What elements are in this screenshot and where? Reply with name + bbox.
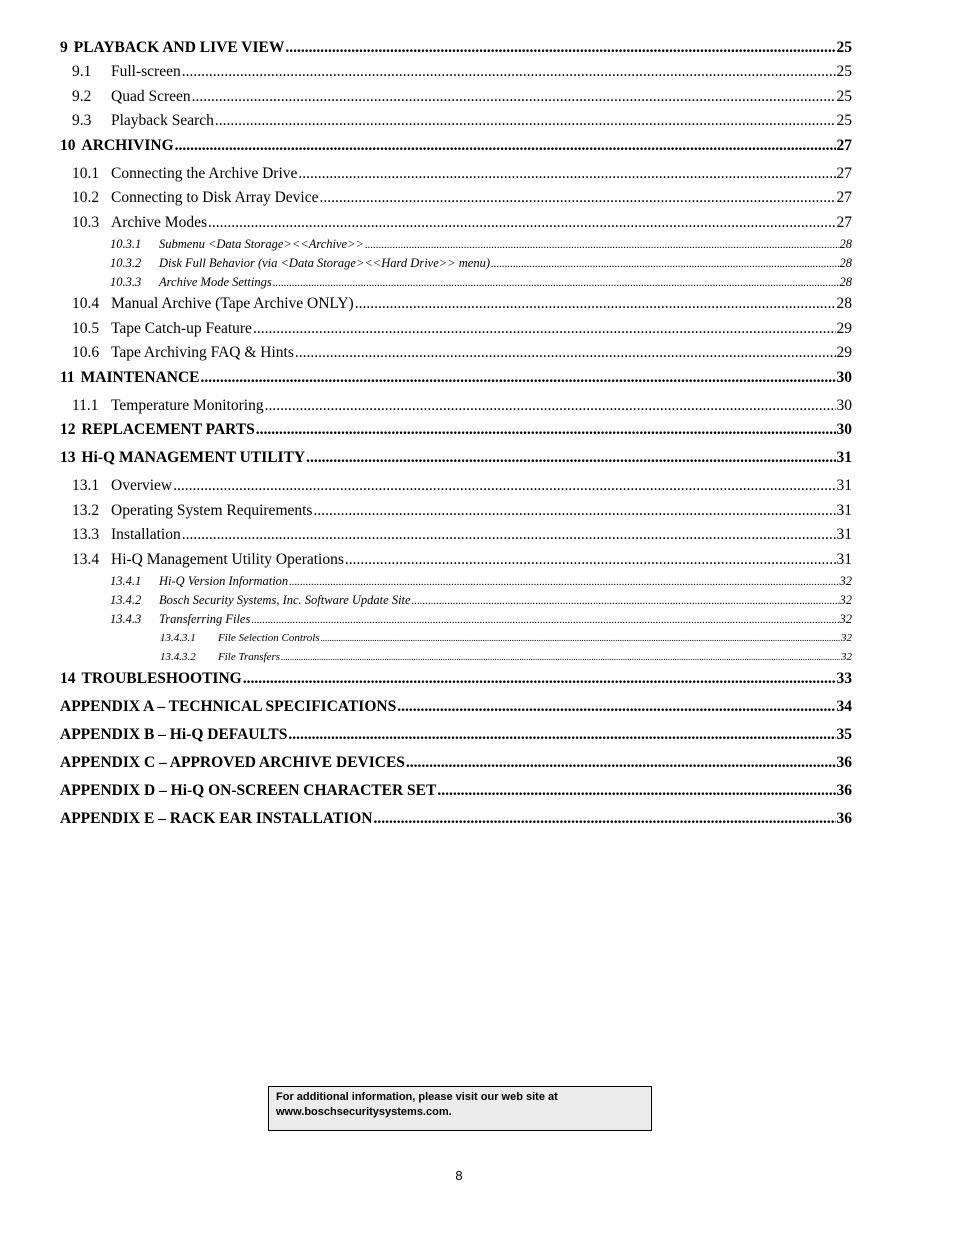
toc-leader-dots bbox=[412, 593, 839, 610]
toc-entry-page: 30 bbox=[836, 421, 852, 438]
toc-entry[interactable] bbox=[60, 318, 852, 343]
toc-leader-dots bbox=[321, 630, 840, 646]
toc-entry-number: 13.4.2 bbox=[110, 593, 142, 607]
toc-entry-title: Hi-Q MANAGEMENT UTILITY bbox=[81, 449, 306, 466]
toc-leader-dots bbox=[355, 293, 836, 315]
toc-entry-page: 29 bbox=[836, 344, 852, 361]
toc-entry[interactable] bbox=[60, 668, 852, 696]
toc-leader-dots bbox=[192, 86, 836, 108]
toc-entry-title: Submenu <Data Storage><<Archive>> bbox=[159, 237, 364, 251]
toc-entry-page: 31 bbox=[836, 501, 852, 519]
toc-entry-title: APPENDIX E – RACK EAR INSTALLATION bbox=[60, 810, 373, 827]
toc-entry-number: 10.5 bbox=[72, 319, 100, 337]
toc-entry[interactable] bbox=[60, 549, 852, 574]
toc-entry-title: Hi-Q Management Utility Operations bbox=[111, 550, 344, 568]
toc-entry[interactable] bbox=[60, 61, 852, 86]
toc-leader-dots bbox=[175, 135, 836, 157]
toc-entry-title: Playback Search bbox=[111, 112, 214, 129]
toc-entry-title: Quad Screen bbox=[111, 87, 191, 105]
toc-entry[interactable] bbox=[60, 808, 852, 836]
toc-entry-page: 32 bbox=[841, 651, 852, 663]
toc-leader-dots bbox=[273, 275, 839, 292]
toc-entry-title: Disk Full Behavior (via <Data Storage><<Hard Drive>> menu) bbox=[159, 256, 490, 270]
toc-entry-number: 13.4.3.1 bbox=[160, 632, 196, 644]
toc-leader-dots bbox=[173, 475, 835, 497]
toc-entry-title: Archive Mode Settings bbox=[159, 275, 272, 289]
toc-leader-dots bbox=[251, 612, 838, 629]
toc-entry-page: 31 bbox=[836, 477, 852, 494]
toc-leader-dots bbox=[243, 668, 836, 690]
toc-leader-dots bbox=[265, 395, 836, 417]
toc-entry-title: REPLACEMENT PARTS bbox=[81, 421, 255, 438]
toc-leader-dots bbox=[295, 342, 836, 364]
toc-entry[interactable] bbox=[60, 367, 852, 395]
toc-entry-number: 13.3 bbox=[72, 526, 100, 543]
toc-leader-dots bbox=[288, 724, 835, 746]
toc-entry-title: APPENDIX B – Hi-Q DEFAULTS bbox=[60, 726, 288, 743]
toc-entry[interactable] bbox=[60, 630, 852, 649]
toc-leader-dots bbox=[285, 37, 835, 59]
toc-entry-number: 10.3.2 bbox=[110, 256, 142, 270]
toc-entry-number: 11.1 bbox=[72, 396, 99, 414]
toc-entry-page: 36 bbox=[836, 782, 852, 799]
info-line-1: For additional information, please visit our web site at bbox=[276, 1091, 558, 1103]
toc-entry[interactable] bbox=[60, 696, 852, 724]
toc-entry[interactable] bbox=[60, 500, 852, 525]
toc-entry-number: 10.3 bbox=[72, 213, 100, 231]
toc-entry-title: APPENDIX C – APPROVED ARCHIVE DEVICES bbox=[60, 754, 405, 771]
toc-entry-number: 10.4 bbox=[72, 295, 100, 312]
toc-entry-title: Manual Archive (Tape Archive ONLY) bbox=[111, 295, 354, 312]
toc-entry-number: 13.4.3.2 bbox=[160, 651, 196, 663]
toc-entry[interactable] bbox=[60, 419, 852, 447]
toc-entry[interactable] bbox=[60, 752, 852, 780]
toc-entry-title: Transferring Files bbox=[159, 612, 251, 626]
toc-entry[interactable] bbox=[60, 524, 852, 549]
toc-entry[interactable] bbox=[60, 342, 852, 367]
toc-entry[interactable] bbox=[60, 212, 852, 237]
toc-entry-page: 27 bbox=[836, 164, 852, 182]
toc-entry[interactable] bbox=[60, 475, 852, 500]
toc-entry-number: 13.1 bbox=[72, 477, 100, 494]
toc-leader-dots bbox=[281, 649, 840, 665]
toc-entry-page: 33 bbox=[836, 670, 852, 687]
toc-entry-title: TROUBLESHOOTING bbox=[81, 670, 242, 687]
toc-entry[interactable] bbox=[60, 37, 852, 61]
toc-entry-page: 29 bbox=[836, 319, 852, 337]
toc-leader-dots bbox=[306, 447, 835, 469]
toc-entry[interactable] bbox=[60, 573, 852, 592]
toc-entry[interactable] bbox=[60, 293, 852, 318]
toc-entry-number: 13 bbox=[60, 449, 76, 466]
toc-leader-dots bbox=[182, 524, 836, 546]
toc-entry-title: APPENDIX A – TECHNICAL SPECIFICATIONS bbox=[60, 698, 397, 715]
toc-entry[interactable] bbox=[60, 780, 852, 808]
toc-entry-number: 13.4 bbox=[72, 550, 100, 568]
toc-entry-page: 27 bbox=[836, 189, 852, 206]
toc-entry[interactable] bbox=[60, 611, 852, 630]
toc-entry-page: 32 bbox=[839, 593, 852, 607]
toc-entry-title: Installation bbox=[111, 526, 181, 543]
toc-entry-title: Tape Archiving FAQ & Hints bbox=[111, 344, 294, 361]
toc-entry-title: File Selection Controls bbox=[218, 632, 320, 644]
toc-entry-page: 35 bbox=[836, 726, 852, 743]
info-link[interactable]: www.boschsecuritysystems.com. bbox=[276, 1106, 452, 1118]
toc-entry-number: 9.3 bbox=[72, 112, 92, 129]
toc-entry-number: 9 bbox=[60, 39, 68, 56]
toc-entry[interactable] bbox=[60, 592, 852, 611]
toc-entry-title: Archive Modes bbox=[111, 213, 207, 231]
toc-entry-title: ARCHIVING bbox=[81, 136, 174, 154]
toc-entry-title: Full-screen bbox=[111, 63, 181, 80]
toc-entry[interactable] bbox=[60, 86, 852, 111]
toc-entry-page: 31 bbox=[836, 550, 852, 568]
toc-entry-title: Overview bbox=[111, 477, 173, 494]
toc-entry-number: 13.4.3 bbox=[110, 612, 142, 626]
toc-entry-title: File Transfers bbox=[218, 651, 281, 663]
toc-leader-dots bbox=[491, 256, 839, 273]
toc-entry[interactable] bbox=[60, 255, 852, 274]
toc-leader-dots bbox=[256, 419, 836, 441]
toc-leader-dots bbox=[437, 780, 835, 802]
toc-entry-number: 13.4.1 bbox=[110, 574, 142, 588]
toc-entry-page: 32 bbox=[839, 574, 852, 588]
toc-entry-page: 28 bbox=[839, 275, 852, 289]
toc-entry-number: 11 bbox=[60, 368, 75, 386]
toc-entry-number: 12 bbox=[60, 421, 76, 438]
page-number: 8 bbox=[455, 1168, 463, 1183]
toc-entry-number: 13.2 bbox=[72, 501, 100, 519]
web-info-box bbox=[268, 1086, 652, 1131]
toc-entry-number: 10.6 bbox=[72, 344, 100, 361]
toc-entry[interactable] bbox=[60, 163, 852, 188]
toc-entry-page: 25 bbox=[836, 39, 852, 56]
toc-entry-page: 28 bbox=[839, 237, 852, 251]
toc-entry-page: 30 bbox=[836, 396, 852, 414]
toc-entry[interactable] bbox=[60, 724, 852, 752]
toc-entry-page: 25 bbox=[836, 87, 852, 105]
toc-leader-dots bbox=[182, 61, 836, 83]
toc-entry-page: 34 bbox=[836, 698, 852, 715]
toc-entry-title: Connecting the Archive Drive bbox=[111, 164, 298, 182]
toc-entry-page: 25 bbox=[836, 63, 852, 80]
toc-entry-number: 9.2 bbox=[72, 87, 92, 105]
toc-entry[interactable] bbox=[60, 395, 852, 420]
toc-leader-dots bbox=[313, 500, 835, 522]
toc-entry-number: 10.2 bbox=[72, 189, 100, 206]
toc-entry-title: Bosch Security Systems, Inc. Software Update Site bbox=[159, 593, 411, 607]
toc-entry-page: 31 bbox=[836, 449, 852, 466]
toc-entry-title: Connecting to Disk Array Device bbox=[111, 189, 319, 206]
toc-leader-dots bbox=[208, 212, 836, 234]
toc-leader-dots bbox=[215, 110, 836, 132]
toc-leader-dots bbox=[365, 237, 839, 254]
toc-leader-dots bbox=[397, 696, 835, 718]
toc-entry-page: 30 bbox=[836, 368, 852, 386]
toc-entry-number: 10.3.1 bbox=[110, 237, 142, 251]
toc-entry-number: 9.1 bbox=[72, 63, 92, 80]
toc-entry[interactable] bbox=[60, 110, 852, 135]
toc-entry-page: 25 bbox=[836, 112, 852, 129]
toc-entry-number: 10.3.3 bbox=[110, 275, 142, 289]
toc-entry-title: MAINTENANCE bbox=[80, 368, 200, 386]
toc-entry-page: 27 bbox=[836, 213, 852, 231]
toc-entry-page: 27 bbox=[836, 136, 852, 154]
table-of-contents bbox=[60, 37, 852, 836]
toc-entry[interactable] bbox=[60, 649, 852, 668]
toc-entry-number: 14 bbox=[60, 670, 76, 687]
toc-leader-dots bbox=[201, 367, 836, 389]
toc-leader-dots bbox=[345, 549, 836, 571]
toc-leader-dots bbox=[253, 318, 836, 340]
toc-leader-dots bbox=[319, 187, 835, 209]
toc-entry-title: Hi-Q Version Information bbox=[159, 574, 289, 588]
toc-leader-dots bbox=[298, 163, 835, 185]
toc-entry[interactable] bbox=[60, 274, 852, 293]
toc-entry-number: 10 bbox=[60, 136, 76, 154]
toc-entry-page: 36 bbox=[836, 810, 852, 827]
toc-entry-number: 10.1 bbox=[72, 164, 100, 182]
toc-leader-dots bbox=[373, 808, 835, 830]
toc-entry-title: Temperature Monitoring bbox=[111, 396, 264, 414]
toc-entry[interactable] bbox=[60, 447, 852, 475]
toc-entry[interactable] bbox=[60, 187, 852, 212]
toc-entry-page: 31 bbox=[836, 526, 852, 543]
toc-entry-title: APPENDIX D – Hi-Q ON-SCREEN CHARACTER SET bbox=[60, 782, 437, 799]
toc-entry-page: 28 bbox=[836, 295, 852, 312]
toc-entry-page: 28 bbox=[839, 256, 852, 270]
toc-entry-title: PLAYBACK AND LIVE VIEW bbox=[73, 39, 285, 56]
toc-entry[interactable] bbox=[60, 236, 852, 255]
toc-entry[interactable] bbox=[60, 135, 852, 163]
toc-entry-page: 32 bbox=[839, 612, 852, 626]
toc-entry-page: 32 bbox=[841, 632, 852, 644]
toc-entry-title: Tape Catch-up Feature bbox=[111, 319, 252, 337]
toc-leader-dots bbox=[406, 752, 836, 774]
toc-entry-title: Operating System Requirements bbox=[111, 501, 313, 519]
toc-leader-dots bbox=[289, 574, 838, 591]
toc-entry-page: 36 bbox=[836, 754, 852, 771]
